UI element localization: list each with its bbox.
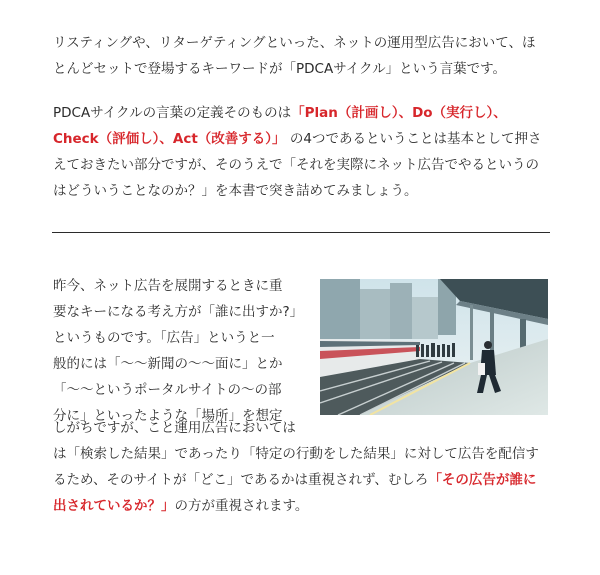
intro-line-1: リスティングや、リターゲティングといった、ネットの運用型広告において、ほ xyxy=(53,35,536,51)
train-platform-photo xyxy=(320,279,548,415)
body-line-6: 分に」といったような「場所」を想定 xyxy=(53,408,283,424)
body-line-4: 般的には「〜〜新聞の〜〜面に」とか xyxy=(53,356,283,372)
definition-highlight-1: 「Plan（計画し）、Do（実行し）、 xyxy=(291,105,507,121)
body-highlight-a: 「その広告が誰に xyxy=(428,472,537,488)
section-divider xyxy=(52,232,550,233)
definition-post-2: えておきたい部分ですが、そのうえで「それを実際にネット広告でやるというの xyxy=(53,157,539,173)
definition-highlight-2: Check（評価し）、Act（改善する）」 xyxy=(53,131,286,147)
body-paragraph-full xyxy=(53,441,553,519)
body-line-7-wrap xyxy=(53,415,318,441)
body-line-5: 「〜〜というポータルサイトの〜の部 xyxy=(53,382,282,398)
body-paragraph-left xyxy=(53,273,318,429)
body-highlight-b: 出されているか？」 xyxy=(53,498,175,514)
intro-paragraph xyxy=(53,30,553,82)
body-full-2: るため、そのサイトが「どこ」であるかは重視されず、むしろ xyxy=(53,472,429,488)
intro-line-2: とんどセットで登場するキーワードが「PDCAサイクル」という言葉です。 xyxy=(53,61,506,77)
body-tail: の方が重視されます。 xyxy=(174,498,309,514)
definition-paragraph xyxy=(53,100,553,204)
body-line-1: 昨今、ネット広告を展開するときに重 xyxy=(53,278,283,294)
definition-post-3: はどういうことなのか？」を本書で突き詰めてみましょう。 xyxy=(53,183,418,199)
body-line-7: しがちですが、こと運用広告においては xyxy=(53,420,296,436)
body-line-3: というものです。「広告」というと一 xyxy=(53,330,275,346)
definition-pre: PDCAサイクルの言葉の定義そのものは xyxy=(53,105,292,121)
body-full-1: は「検索した結果」であったり「特定の行動をした結果」に対して広告を配信す xyxy=(53,446,539,462)
body-line-2: 要なキーになる考え方が「誰に出すか?」 xyxy=(53,304,304,320)
definition-post-1: の4つであるということは基本として押さ xyxy=(289,131,542,147)
